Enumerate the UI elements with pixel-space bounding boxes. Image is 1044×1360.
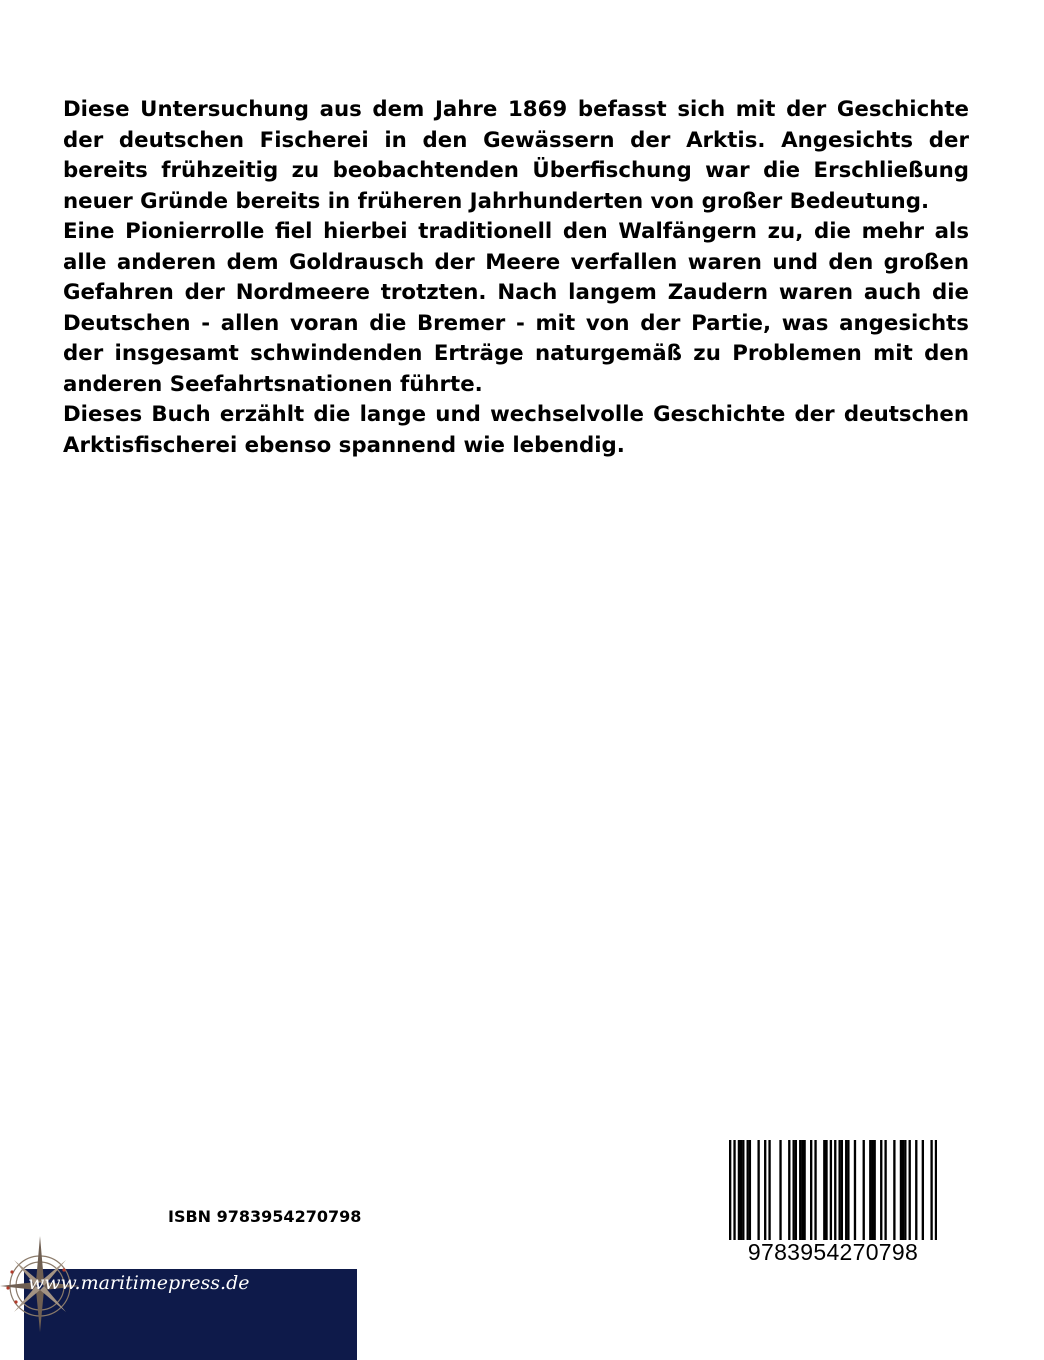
barcode-bar (880, 1140, 882, 1240)
barcode-bar (909, 1140, 911, 1240)
barcode-bar (792, 1140, 794, 1240)
publisher-url[interactable]: www.maritimepress.de (28, 1272, 250, 1294)
barcode-bar (749, 1140, 751, 1240)
barcode-bar (884, 1140, 886, 1240)
barcode-bar (729, 1140, 731, 1240)
barcode-bar (854, 1140, 856, 1240)
barcode-bar (922, 1140, 924, 1240)
barcode-bar (742, 1140, 744, 1240)
blurb-paragraph-2: Eine Pionierrolle fiel hierbei traditionell den Walfängern zu, die mehr als alle anderen dem Goldrausch der Meere verfallen waren und den großen Gefahren der Nordmeere trotzten. Nach langem Zaudern waren auch die Deutschen - allen voran die Bremer - mit von der Partie, was angesichts der insgesamt schwindenden Erträge naturgemäß zu Problemen mit den anderen Seefahrtsnationen führte. (63, 219, 969, 397)
barcode-bar (799, 1140, 801, 1240)
barcode-bar (874, 1140, 876, 1240)
barcode-bar (902, 1140, 904, 1240)
barcode-bar (747, 1140, 749, 1240)
barcode-bar (863, 1140, 865, 1240)
barcode-bar (733, 1140, 735, 1240)
barcode-bar (788, 1140, 790, 1240)
barcode-bar (768, 1140, 770, 1240)
barcode-bar (825, 1140, 827, 1240)
barcode-bar (764, 1140, 766, 1240)
barcode-bar (810, 1140, 812, 1240)
barcode-bar (795, 1140, 797, 1240)
blurb-paragraph-3: Dieses Buch erzählt die lange und wechselvolle Geschichte der deutschen Arktisfischerei ebenso spannend wie lebendig. (63, 402, 969, 458)
barcode-bar (935, 1140, 937, 1240)
back-cover-blurb (63, 95, 969, 461)
barcode-bars (729, 1140, 937, 1240)
barcode-bar (904, 1140, 906, 1240)
barcode-bar (845, 1140, 847, 1240)
barcode-bar (838, 1140, 840, 1240)
barcode-bar (803, 1140, 805, 1240)
barcode-bar (834, 1140, 836, 1240)
barcode-bar (869, 1140, 871, 1240)
barcode-bar (900, 1140, 902, 1240)
barcode-bar (740, 1140, 742, 1240)
isbn-label: ISBN 9783954270798 (168, 1207, 362, 1226)
barcode-bar (757, 1140, 759, 1240)
barcode-bar (738, 1140, 740, 1240)
barcode-bar (847, 1140, 849, 1240)
barcode-bar (823, 1140, 825, 1240)
blurb-paragraph-1: Diese Untersuchung aus dem Jahre 1869 befasst sich mit der Geschichte der deutschen Fischerei in den Gewässern der Arktis. Angesichts der bereits frühzeitig zu beobachtenden Überfischung war die Erschließung neuer Gründe bereits in früheren Jahrhunderten von großer Bedeutung. (63, 97, 969, 214)
barcode-bar (871, 1140, 873, 1240)
barcode-bar (915, 1140, 917, 1240)
barcode-bar (814, 1140, 816, 1240)
barcode-digits: 9783954270798 (747, 1239, 919, 1265)
barcode-bar (830, 1140, 832, 1240)
isbn-barcode (725, 1140, 941, 1270)
barcode-bar (841, 1140, 843, 1240)
barcode-bar (779, 1140, 781, 1240)
barcode-bar (930, 1140, 932, 1240)
barcode-bar (801, 1140, 803, 1240)
barcode-bar (893, 1140, 895, 1240)
